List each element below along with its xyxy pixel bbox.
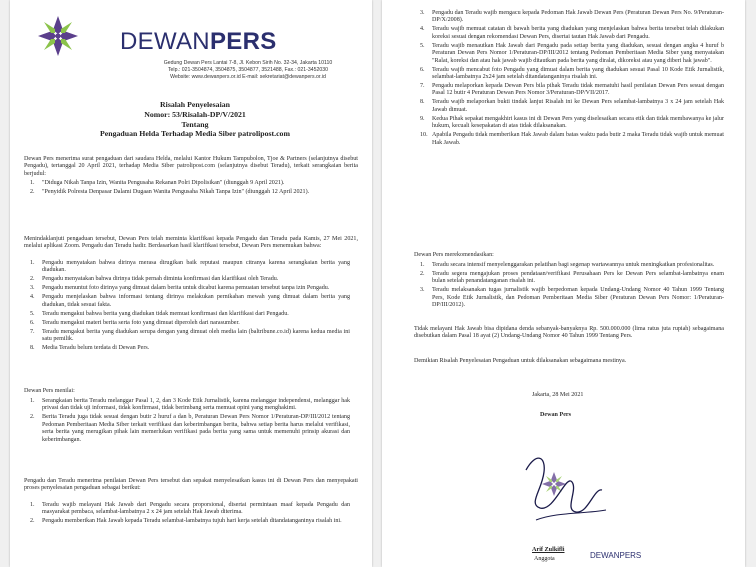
penalty-paragraph: Tidak melayani Hak Jawab bisa dipidana denda sebanyak-banyaknya Rp. 500.000.000 (lima ratus juta rupiah) sebagaimana disebutkan dalam Pasal 18 ayat (2) Undang-Undang Nomor 40 Tahun 1999 Tentang Pers.	[414, 326, 724, 340]
dewan-pers-logo-icon	[36, 14, 80, 58]
list-item: 1. Teradu secara intensif menyelenggarakan pelatihan bagi segenap wartawannya untuk meningkatkan profesionalitas.	[420, 262, 715, 268]
list-item: 5. Teradu mengakui bahwa berita yang diadukan tidak memuat konfirmasi dan klarifikasi dari Pengadu.	[30, 310, 289, 317]
article-list	[30, 180, 346, 198]
findings-list	[30, 260, 350, 354]
agreement-paragraph: Pengadu dan Teradu menerima penilaian Dewan Pers tersebut dan sepakat menyelesaikan kasus ini di Dewan Pers dan menyepakati proses penyelesaian pengaduan sebagai berikut:	[24, 478, 358, 492]
assessment-list	[30, 398, 350, 446]
signature-and-stamp	[506, 424, 642, 564]
closing-paragraph: Demikian Risalah Penyelesaian Pengaduan untuk dilaksanakan sebagaimana mestinya.	[414, 358, 627, 364]
list-item: 8. Teradu wajib melaporkan bukti tindak lanjut Risalah ini ke Dewan Pers selambat-lambatnya 3 x 24 jam setelah Hak Jawab dimuat.	[420, 99, 724, 113]
list-item: 10. Apabila Pengadu tidak memberikan Hak Jawab dalam batas waktu pada butir 2 maka Teradu tidak wajib untuk memuat Hak Jawab.	[420, 132, 724, 146]
list-item: 2. Teradu segera mengajukan proses pendataan/verifikasi Perusahaan Pers ke Dewan Pers selambat-lambatnya enam bulan setelah penandatanganan risalah ini.	[420, 271, 724, 285]
list-item: 1. Pengadu menyatakan bahwa dirinya merasa dirugikan baik reputasi maupun citranya karena serangkaian berita yang diadukan.	[30, 260, 350, 274]
recommendation-heading: Dewan Pers merekomendasikan:	[414, 252, 494, 258]
document-title: Risalah Penyelesaian Nomor: 53/Risalah-DP/V/2021 Tentang Pengaduan Helda Terhadap Media Siber patrolipost.com	[30, 100, 360, 139]
signer-name: Arif Zulkifli	[532, 546, 565, 553]
brand-name: DEWANPERS	[120, 28, 277, 55]
intro-paragraph: Dewan Pers menerima surat pengaduan dari saudara Helda, melalui Kantor Hukum Tampubolon, Tjoe & Partners (selanjutnya disebut Pengadu), tertanggal 20 April 2021, terhadap Media Siber patrolipost.com (selanjutnya disebut Teradu), terkait serangkaian berita berjudul:	[24, 156, 358, 177]
list-item: 4. Pengadu menjelaskan bahwa informasi tentang dirinya melakukan pernikahan mewah yang dimuat dalam berita yang diadukan, tidak sesuai fakta.	[30, 294, 350, 308]
stamp-text: DEWANPERS	[590, 551, 642, 560]
list-item: 2. "Penyidik Polresta Denpasar Dalami Dugaan Wanita Pengusaha Nikah Tanpa Izin" (diunggah 12 April 2021).	[30, 189, 310, 195]
list-item: 7. Teradu mengakui berita yang diadukan serupa dengan yang dimuat oleh media lain (baltribune.co.id) karena kedua media ini satu pemilik.	[30, 328, 350, 343]
list-item: 1. Serangkaian berita Teradu melanggar Pasal 1, 2, dan 3 Kode Etik Jurnalistik, karena melanggar independensi, melanggar hak privasi dan tidak uji informasi, tidak konfirmasi, tidak berimbang serta memuat opini yang menghakimi.	[30, 398, 350, 412]
signer-organization: Dewan Pers	[540, 412, 571, 418]
list-item: 3. Teradu melaksanakan tugas jurnalistik wajib berpedoman kepada Undang-Undang Nomor 40 Tahun 1999 Tentang Pers, Kode Etik Jurnalistik, dan Pedoman Pemberitaan Media Siber (Peraturan Dewan Pers Nomor: 1/Peraturan-DP/III/2012).	[420, 287, 724, 309]
list-item: 3. Pengadu dan Teradu wajib mengacu kepada Pedoman Hak Jawab Dewan Pers (Peraturan Dewan Pers No. 9/Peraturan-DP/X/2008).	[420, 10, 724, 24]
place-date: Jakarta, 28 Mei 2021	[532, 392, 584, 398]
list-item: 7. Pengadu melaporkan kepada Dewan Pers bila pihak Teradu tidak mematuhi hasil penilaian Dewan Pers sesuai dengan Pasal 12 butir 4 Peraturan Dewan Pers Nomor 3/Peraturan-DP/VII/2017.	[420, 83, 724, 97]
list-item: 5. Teradu wajib menautkan Hak Jawab dari Pengadu pada setiap berita yang diadukan, sesuai dengan angka 4 huruf b Peraturan Dewan Pers Nomor 1/Peraturan-DP/III/2012 tentang Pedoman Pemberitaan Media Siber yang menyatakan "Ralat, koreksi dan atau hak jawab wajib ditautkan pada berita yang diralat, dikoreksi atau yang diberi hak jawab".	[420, 42, 724, 64]
list-item: 6. Teradu mengakui materi berita serta foto yang dimuat diperoleh dari narasumber.	[30, 319, 240, 326]
document-page-2	[382, 0, 745, 567]
letterhead	[20, 10, 364, 80]
letterhead-address: Gedung Dewan Pers Lantai 7-8, Jl. Kebon Sirih No. 32-34, Jakarta 10110 Telp.: 021-3504874, 3504875, 3504877, 3521488, Fax.: 021-3452030 Website: www.dewanpers.or.id E-mail: sekretariat@dewanpers.or.id	[163, 60, 333, 81]
list-item: 2. Pengadu memberikan Hak Jawab kepada Teradu selambat-lambatnya tujuh hari kerja setelah ditandatanganinya risalah ini.	[30, 518, 342, 525]
list-item: 8. Media Teradu belum terdata di Dewan Pers.	[30, 345, 150, 352]
title-topic: Pengaduan Helda Terhadap Media Siber patrolipost.com	[100, 129, 290, 139]
signer-role: Anggota	[534, 556, 555, 562]
agreement-list	[30, 502, 350, 527]
document-page-1	[10, 0, 372, 567]
list-item: 3. Pengadu menuntut foto dirinya yang dimuat dalam berita untuk dicabut karena pemuatan tersebut tanpa izin Pengadu.	[30, 285, 330, 292]
list-item: 2. Berita Teradu juga tidak sesuai dengan butir 2 huruf a dan b, Peraturan Dewan Pers Nomor 1/Peraturan-DP/III/2012 tentang Pedoman Pemberitaan Media Siber terkait verifikasi dan keberimbangan berita, bahwa setiap berita harus melalui verifikasi, serta berita yang merugikan pihak lain memerlukan verifikasi pada berita yang sama untuk memenuhi prinsip akurasi dan keberimbangan.	[30, 414, 350, 443]
list-item: 6. Teradu wajib mencabut foto Pengadu yang dimuat dalam berita yang diadukan sesuai Pasal 10 Kode Etik Jurnalistik, selambat-lambatnya 2x24 jam setelah ditandatanganinya risalah ini.	[420, 66, 724, 81]
assessment-heading: Dewan Pers menilai:	[24, 388, 75, 394]
followup-paragraph: Menindaklanjuti pengaduan tersebut, Dewan Pers telah meminta klarifikasi kepada Pengadu dan Teradu pada Kamis, 27 Mei 2021, melalui aplikasi Zoom. Pengadu dan Teradu hadir. Berdasarkan hasil klarifikasi tersebut, Dewan Pers menemukan bahwa:	[24, 236, 358, 250]
list-item: 1. Teradu wajib melayani Hak Jawab dari Pengadu secara proporsional, disertai permintaan maaf kepada Pengadu dan masyarakat pembaca, selambat-lambatnya 2 x 24 jam setelah Hak Jawab diterima.	[30, 502, 350, 516]
list-item: 4. Teradu wajib memuat catatan di bawah berita yang diadukan yang menjelaskan bahwa berita tersebut telah dilakukan koreksi sesuai dengan rekomendasi Dewan Pers, disertai tautan Hak Jawab dari Pengadu.	[420, 26, 724, 40]
list-item: 2. Pengadu menyatakan bahwa dirinya tidak pernah diminta konfirmasi dan klarifikasi oleh Teradu.	[30, 276, 279, 283]
list-item: 9. Kedua Pihak sepakat mengakhiri kasus ini di Dewan Pers yang diselesaikan secara etik dan tidak membawanya ke jalur hukum, kecuali kesepakatan di atas tidak dilaksanakan.	[420, 115, 724, 130]
recommendation-list	[420, 262, 724, 311]
list-item: 1. "Diduga Nikah Tanpa Izin, Wanita Pengusaha Rekanan Polri Dipolisikan" (diunggah 9 April 2021).	[30, 180, 285, 186]
agreement-list-continued	[420, 10, 724, 149]
